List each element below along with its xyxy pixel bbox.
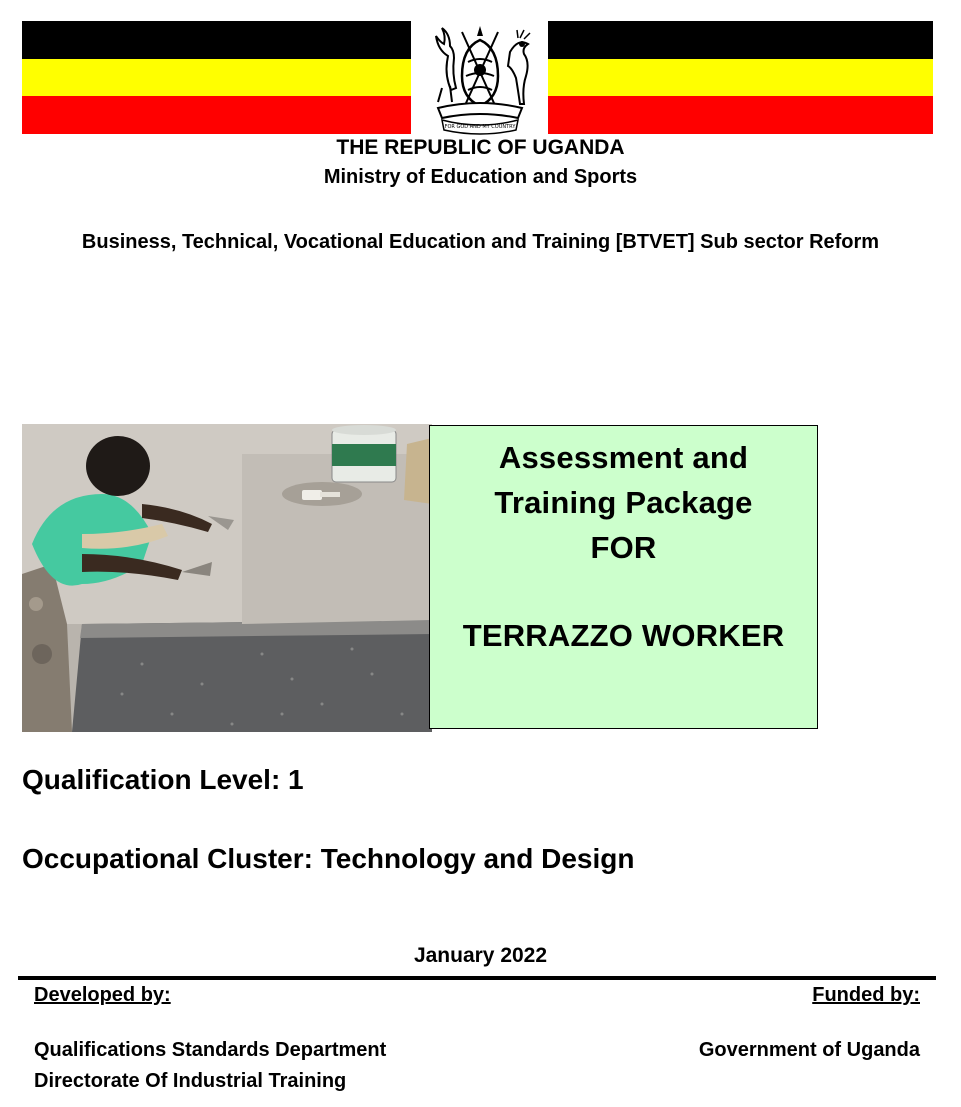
title-line-2: Training Package (494, 485, 753, 520)
qualification-level: Qualification Level: 1 (22, 764, 304, 795)
developed-by-label: Developed by: (34, 984, 171, 1006)
title-line-3: FOR (590, 530, 657, 565)
developer-directorate: Directorate Of Industrial Training (34, 1070, 347, 1092)
republic-heading: THE REPUBLIC OF UGANDA (336, 136, 625, 159)
flag-stripes-right (548, 21, 933, 134)
coat-of-arms-icon (418, 22, 542, 136)
terrazzo-worker-photo (22, 424, 432, 732)
publication-date: January 2022 (413, 944, 548, 967)
package-title-box (429, 425, 818, 729)
reform-heading: Business, Technical, Vocational Education and Training [BTVET] Sub sector Reform (81, 231, 880, 253)
funder-name: Government of Uganda (698, 1039, 920, 1061)
flag-stripes-left (22, 21, 411, 134)
divider-rule (18, 976, 936, 980)
title-line-1: Assessment and (498, 440, 749, 475)
occupation-title: TERRAZZO WORKER (462, 618, 785, 653)
svg-text:FOR GOD AND MY COUNTRY: FOR GOD AND MY COUNTRY (444, 124, 516, 130)
funded-by-label: Funded by: (812, 984, 920, 1006)
ministry-heading: Ministry of Education and Sports (323, 166, 638, 188)
occupational-cluster: Occupational Cluster: Technology and Design (22, 843, 635, 874)
developer-department: Qualifications Standards Department (34, 1039, 387, 1061)
